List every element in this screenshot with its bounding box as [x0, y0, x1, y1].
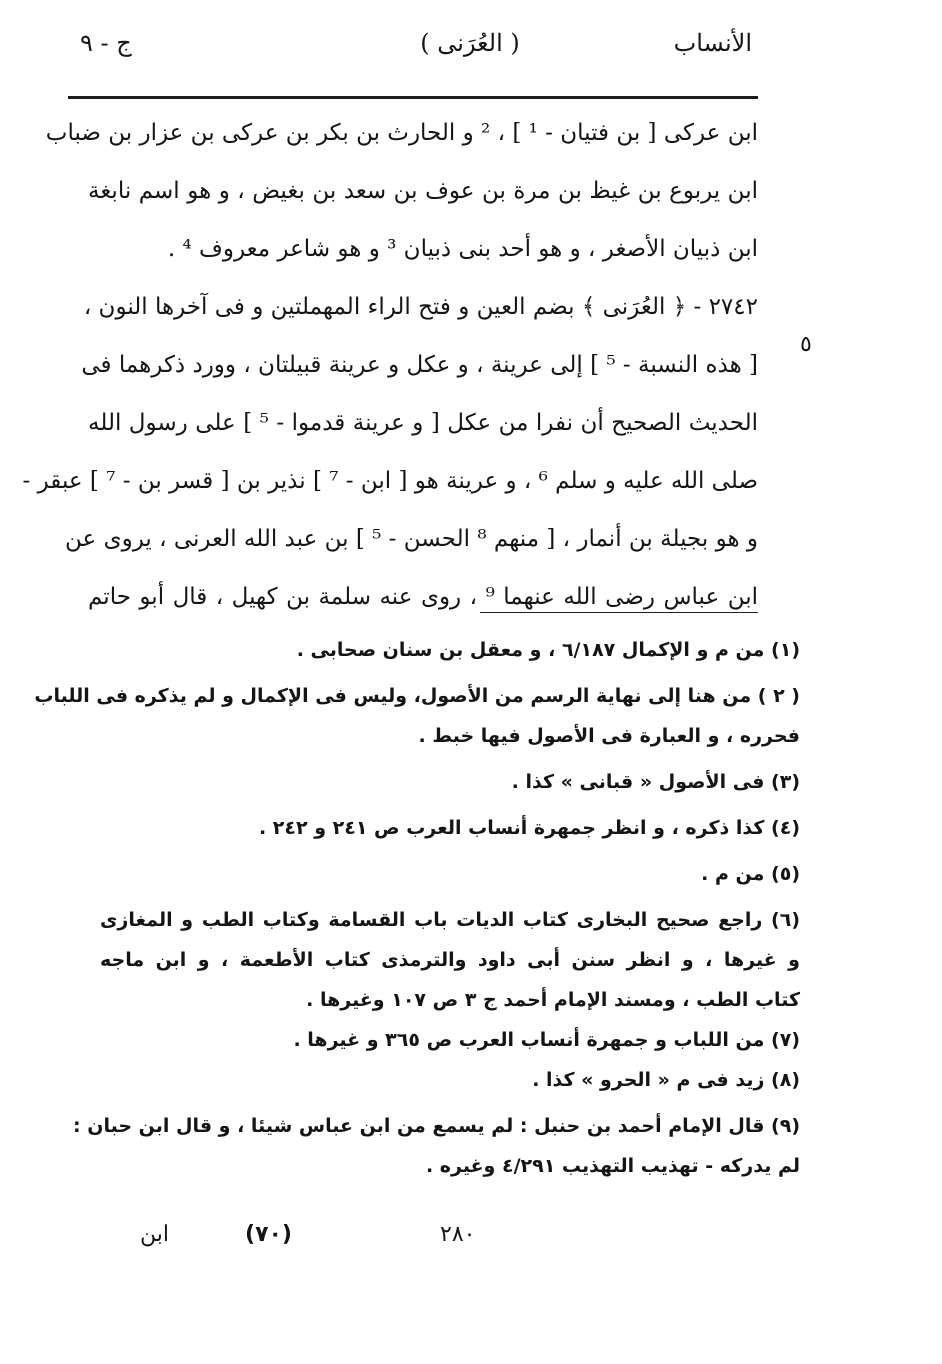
text-line: ابن ذبيان الأصغر ، و هو أحد بنى ذبيان ³ و هو شاعر معروف ⁴ .	[167, 236, 758, 262]
footnote-7: (٧) من اللباب و جمهرة أنساب العرب ص ٣٦٥ و غيرها .	[293, 1029, 800, 1051]
footnotes	[34, 630, 800, 1186]
signature-mark: (٧٠)	[245, 1222, 292, 1247]
main-text	[22, 104, 758, 626]
footnote-4: (٤) كذا ذكره ، و انظر جمهرة أنساب العرب ص ٢٤١ و ٢٤٢ .	[258, 817, 800, 839]
text-line: صلى الله عليه و سلم ⁶ ، و عرينة هو [ ابن - ⁷ ] نذير بن [ قسر بن - ⁷ ] عبقر -	[22, 468, 758, 494]
catchword: ابن	[140, 1222, 169, 1247]
footnote-9-cont: لم يدركه - تهذيب التهذيب ٤/٢٩١ وغيره .	[425, 1155, 800, 1177]
text-line: [ هذه النسبة - ⁵ ] إلى عرينة ، و عكل و عرينة قبيلتان ، وورد ذكرهما فى	[81, 352, 758, 378]
footnote-5: (٥) من م .	[701, 863, 800, 885]
footnote-6-cont: كتاب الطب ، ومسند الإمام أحمد ج ٣ ص ١٠٧ وغيرها .	[306, 989, 800, 1011]
footnote-2-cont: فحرره ، و العبارة فى الأصول فيها خبط .	[418, 725, 800, 747]
footnote-3: (٣) فى الأصول « قبانى » كذا .	[511, 771, 800, 793]
text-line: ابن عباس رضى الله عنهما ⁹ ، روى عنه سلمة بن كهيل ، قال أبو حاتم	[88, 584, 758, 610]
volume-label: ج - ٩	[80, 29, 132, 57]
footnote-8: (٨) زيد فى م « الحرو » كذا .	[532, 1069, 800, 1091]
footnote-6-cont: و غيرها ، و انظر سنن أبى داود والترمذى كتاب الأطعمة ، و ابن ماجه	[100, 949, 800, 971]
footnote-2: ( ٢ ) من هنا إلى نهاية الرسم من الأصول، وليس فى الإكمال و لم يذكره فى اللباب	[34, 685, 800, 707]
page-number: ٢٨٠	[440, 1222, 476, 1247]
text-line: و هو بجيلة بن أنمار ، [ منهم ⁸ الحسن - ⁵ ] بن عبد الله العرنى ، يروى عن	[65, 526, 758, 552]
footnote-separator	[480, 612, 758, 613]
footnote-6: (٦) راجع صحيح البخارى كتاب الديات باب القسامة وكتاب الطب و المغازى	[100, 909, 800, 931]
header-rule	[68, 96, 758, 99]
running-title-right: الأنساب	[673, 29, 752, 57]
footnote-1: (١) من م و الإكمال ٦/١٨٧ ، و معقل بن سنان صحابى .	[296, 639, 800, 661]
footnote-9: (٩) قال الإمام أحمد بن حنبل : لم يسمع من ابن عباس شيئا ، و قال ابن حبان :	[73, 1115, 800, 1137]
text-line: ابن عركى [ بن فتيان - ¹ ] ، ² و الحارث بن بكر بن عركى بن عزار بن ضباب	[45, 120, 758, 146]
line-number-marker: ٥	[800, 332, 812, 357]
entry-heading-line: ٢٧٤٢ - ﴿ العُرَنى ﴾ بضم العين و فتح الراء المهملتين و فى آخرها النون ،	[83, 294, 758, 320]
text-line: الحديث الصحيح أن نفرا من عكل [ و عرينة قدموا - ⁵ ] على رسول الله	[88, 410, 758, 436]
running-title-center: ( العُرَنى )	[420, 29, 520, 57]
text-line: ابن يربوع بن غيظ بن مرة بن عوف بن سعد بن بغيض ، و هو اسم نابغة	[88, 178, 758, 204]
